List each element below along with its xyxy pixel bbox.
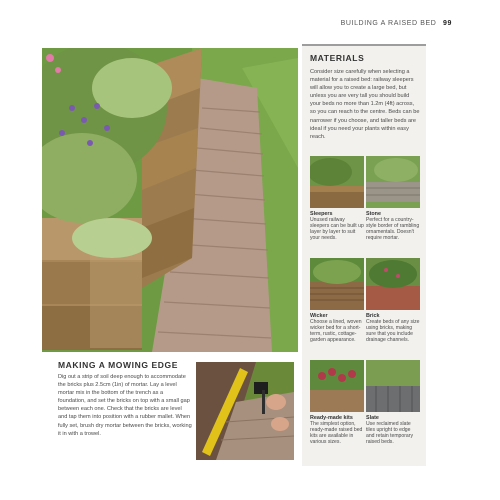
material-wicker (310, 258, 364, 343)
mowing-edge-body: Dig out a strip of soil deep enough to accommodate the bricks plus 2.5cm (1in) of mortar. Lay a level mortar mix in the bottom of the trench as a foundation, and set the bricks on top with a small gap between each one. Check that the bricks are level and tap them into position with a rubber mallet. When fully set, brush dry mortar between the bricks, working it in with a trowel. (58, 374, 192, 437)
material-name: Brick (366, 313, 380, 319)
material-desc: Unused railway sleepers can be built up layer by layer to suit your needs. (310, 217, 364, 242)
main-photo-raised-bed (42, 48, 298, 352)
mowing-edge-photo (196, 362, 294, 460)
section-title: BUILDING A RAISED BED (340, 20, 437, 27)
material-slate (366, 360, 420, 445)
material-desc: The simplest option, ready-made raised bed kits are available in various sizes. (310, 421, 363, 446)
materials-intro: Consider size carefully when selecting a material for a raised bed: railway sleepers will allow you to create a large bed, but unless you are very tall you should build your beds no more than 1.2m (4ft) across, so you can reach to the centre. Beds can be narrower if you choose, and taller beds are ideal if you need your plants within easy reach. (310, 69, 420, 140)
material-ready-made-kits (310, 360, 364, 445)
material-desc: Create beds of any size using bricks, making sure that you include drainage channels. (366, 319, 420, 344)
running-head (341, 20, 452, 27)
stone-photo (366, 156, 420, 208)
mowing-edge-title: MAKING A MOWING EDGE (58, 360, 178, 370)
material-name: Wicker (310, 313, 328, 319)
wicker-photo (310, 258, 364, 310)
materials-panel (302, 44, 426, 466)
material-desc: Use reclaimed slate tiles upright to edge and retain temporary raised beds. (366, 421, 414, 446)
ready-made-kits-photo (310, 360, 364, 412)
material-sleepers (310, 156, 364, 241)
mowing-edge-section (58, 360, 192, 438)
sleepers-photo (310, 156, 364, 208)
material-brick (366, 258, 420, 343)
material-name: Ready-made kits (310, 415, 353, 421)
material-name: Sleepers (310, 211, 333, 217)
material-desc: Perfect for a country-style border of rambling ornamentals. Doesn't require mortar. (366, 217, 420, 242)
slate-photo (366, 360, 420, 412)
materials-title: MATERIALS (310, 53, 365, 63)
material-name: Stone (366, 211, 381, 217)
brick-photo (366, 258, 420, 310)
material-desc: Choose a lined, woven wicker bed for a short-term, rustic, cottage-garden appearance. (310, 319, 362, 344)
material-name: Slate (366, 415, 379, 421)
page-number: 99 (443, 20, 452, 27)
material-stone (366, 156, 420, 241)
